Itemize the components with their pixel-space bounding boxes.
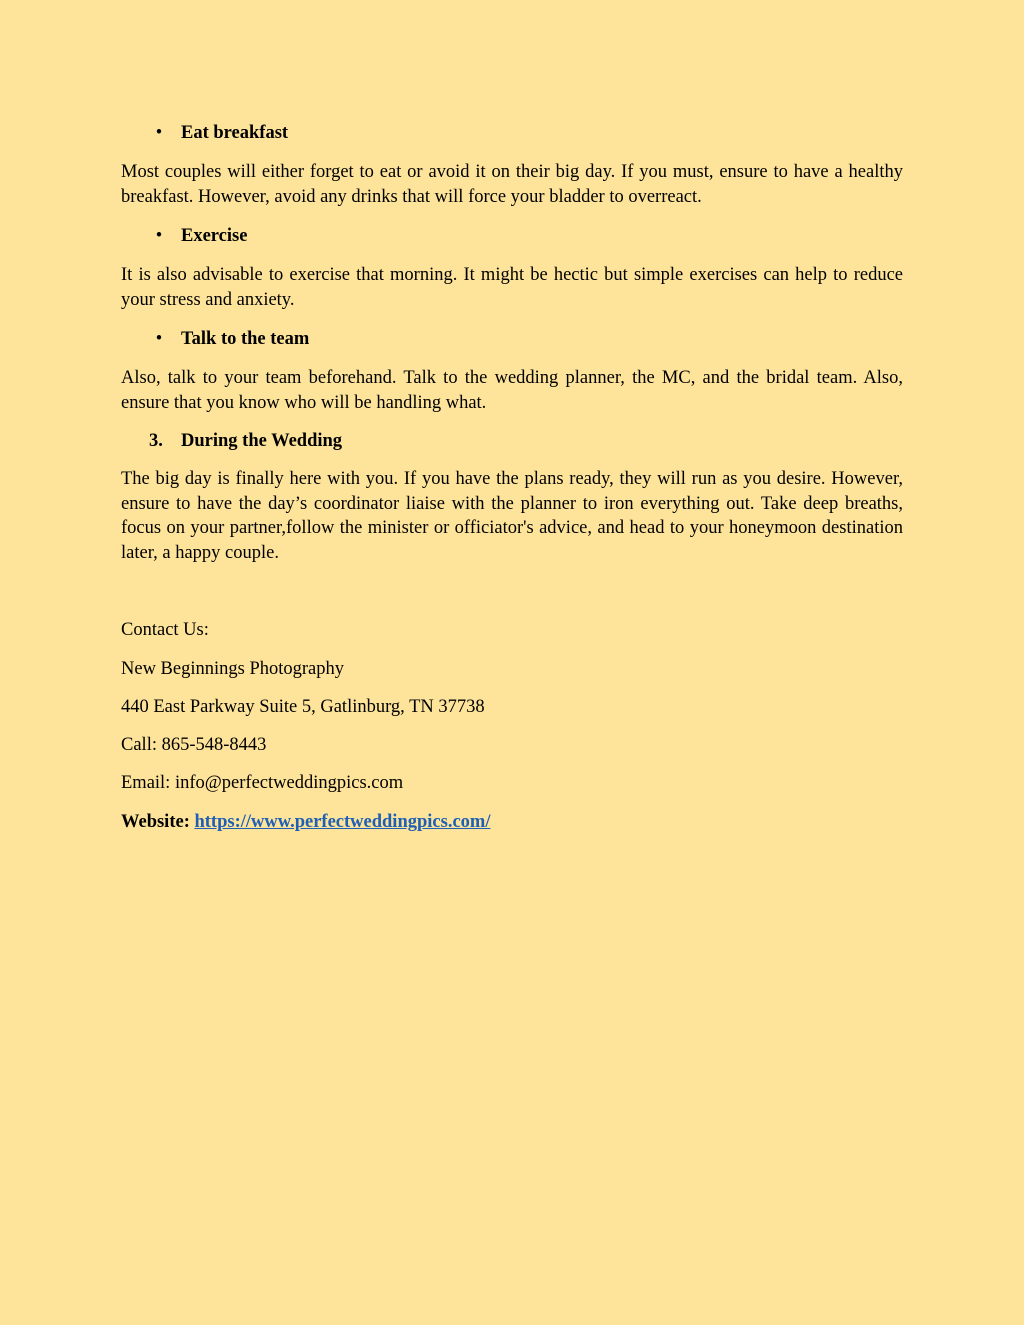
section-paragraph: It is also advisable to exercise that morning. It might be hectic but simple exercises can help to reduce your stress and anxiety. bbox=[121, 265, 903, 310]
section-heading: Exercise bbox=[181, 226, 248, 246]
contact-heading: Contact Us: bbox=[121, 620, 209, 640]
bullet-marker: • bbox=[155, 226, 163, 246]
list-number: 3. bbox=[149, 431, 163, 451]
bullet-marker: • bbox=[155, 329, 163, 349]
section-heading: Talk to the team bbox=[181, 329, 310, 349]
bullet-marker: • bbox=[155, 123, 163, 143]
phone: Call: 865-548-8443 bbox=[121, 735, 267, 755]
address: 440 East Parkway Suite 5, Gatlinburg, TN 37738 bbox=[121, 697, 485, 717]
section-paragraph: The big day is finally here with you. If you have the plans ready, they will run as you desire. However, ensure to have the day’s coordinator liaise with the planner to iron everything out. Take deep breaths, focus on your partner,follow the minister or officiator's advice, and head to your honeymoon destination later, a happy couple. bbox=[121, 469, 903, 563]
website-label: Website: bbox=[121, 812, 195, 832]
document-page bbox=[121, 0, 903, 1325]
website-line bbox=[121, 810, 490, 834]
section-heading: Eat breakfast bbox=[181, 123, 289, 143]
company-name: New Beginnings Photography bbox=[121, 659, 345, 679]
section-paragraph: Most couples will either forget to eat or avoid it on their big day. If you must, ensure to have a healthy breakfast. However, avoid any drinks that will force your bladder to overreact. bbox=[121, 162, 903, 207]
email: Email: info@perfectweddingpics.com bbox=[121, 773, 404, 793]
website-link[interactable]: https://www.perfectweddingpics.com/ bbox=[194, 812, 491, 832]
section-paragraph: Also, talk to your team beforehand. Talk to the wedding planner, the MC, and the bridal team. Also, ensure that you know who will be handling what. bbox=[121, 368, 903, 413]
section-heading: During the Wedding bbox=[181, 431, 343, 451]
